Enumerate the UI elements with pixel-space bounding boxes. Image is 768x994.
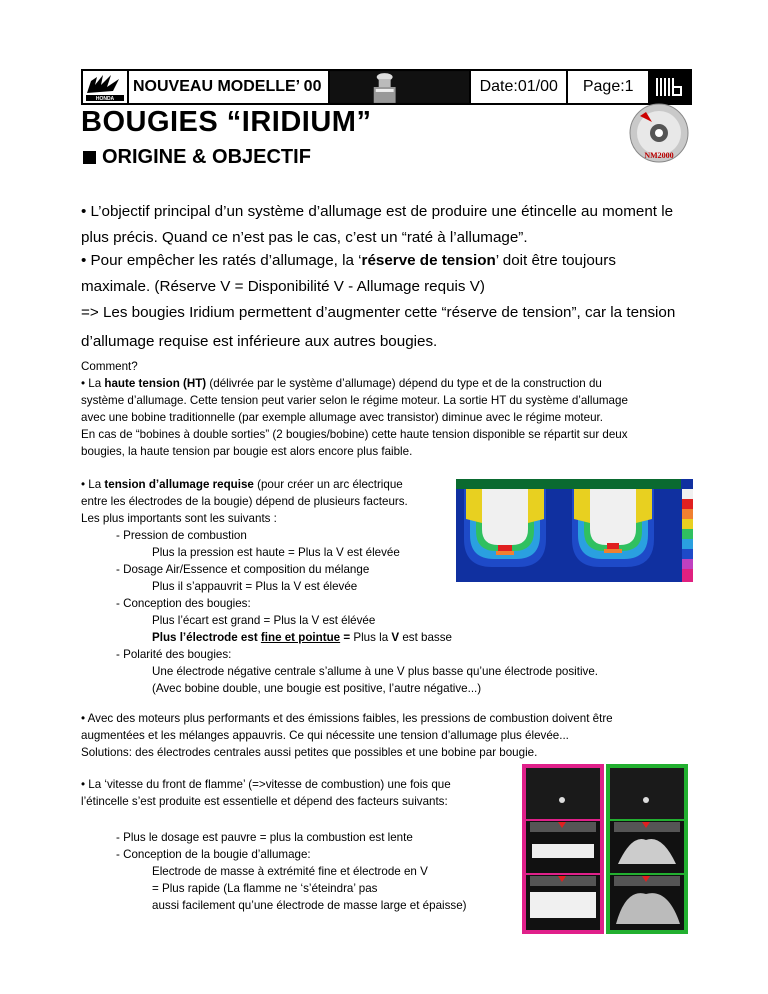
engines-line: Solutions: des électrodes centrales aussi petites que possibles et une bobine par bougie. [81, 746, 538, 759]
factor-item: - Conception des bougies: [116, 597, 251, 610]
flame-detail: Electrode de masse à extrémité fine et électrode en V [152, 865, 428, 878]
factor-detail: Une électrode négative centrale s’allume à une V plus basse qu’une électrode positive. [152, 665, 598, 678]
model-label: NOUVEAU MODELLE’ 00 [129, 71, 330, 103]
flame-paragraph [81, 776, 467, 914]
page-title: BOUGIES “IRIDIUM” [81, 106, 372, 138]
engines-line: • Avec des moteurs plus performants et des émissions faibles, les pressions de combustion doivent être [81, 712, 613, 725]
engines-line: augmentées et les mélanges appauvris. Ce qui nécessite une tension d’allumage plus élevée... [81, 729, 569, 742]
comment-line: système d’allumage. Cette tension peut varier selon le régime moteur. La sortie HT du système d’allumage [81, 394, 628, 407]
flame-line: l’étincelle s’est produite est essentielle et dépend des facteurs suivants: [81, 795, 448, 808]
section-heading [83, 146, 311, 169]
factor-detail: Plus il s’appauvrit = Plus la V est élevée [152, 580, 358, 593]
factor-item: - Polarité des bougies: [116, 648, 232, 661]
required-line: Les plus importants sont les suivants : [81, 512, 277, 525]
section-heading-text: ORIGINE & OBJECTIF [102, 146, 311, 168]
comment-line: avec une bobine traditionnelle (par exemple allumage avec transistor) diminue avec le régime moteur. [81, 411, 603, 424]
factor-item: - Dosage Air/Essence et composition du mélange [116, 563, 370, 576]
reserve-line: d’allumage requise est inférieure aux autres bougies. [81, 333, 438, 350]
comment-line: • La haute tension (HT) (délivrée par le système d’allumage) dépend du type et de la construction du [81, 377, 602, 390]
header-bar [81, 69, 692, 105]
flame-detail: = Plus rapide (La flamme ne ‘s’éteindra’ pas [152, 882, 378, 895]
brand-logo-icon [650, 71, 690, 103]
bullet-square-icon [83, 151, 96, 164]
factor-detail: (Avec bobine double, une bougie est positive, l’autre négative...) [152, 682, 482, 695]
comment-line: bougies, la haute tension par bougie est alors encore plus faible. [81, 445, 413, 458]
flame-factor: - Plus le dosage est pauvre = plus la combustion est lente [116, 831, 413, 844]
date-label: Date:01/00 [471, 71, 568, 103]
factor-detail: Plus l’écart est grand = Plus la V est élévée [152, 614, 376, 627]
svg-text:HONDA: HONDA [95, 96, 115, 102]
page-label: Page:1 [568, 71, 650, 103]
flame-line: • La ‘vitesse du front de flamme’ (=>vitesse de combustion) une fois que [81, 778, 451, 791]
engines-paragraph [81, 710, 613, 761]
intro-line: plus précis. Quand ce n’est pas le cas, c’est un “raté à l’allumage”. [81, 229, 528, 246]
factor-detail: Plus la pression est haute = Plus la V est élevée [152, 546, 400, 559]
required-line: entre les électrodes de la bougie) dépend de plusieurs facteurs. [81, 495, 408, 508]
factor-item: - Pression de combustion [116, 529, 247, 542]
flame-factor: - Conception de la bougie d’allumage: [116, 848, 311, 861]
reserve-line: => Les bougies Iridium permettent d’augmenter cette “réserve de tension”, car la tension [81, 304, 676, 321]
cd-logo-icon [628, 102, 690, 164]
comment-line: En cas de “bobines à double sorties” (2 bougies/bobine) cette haute tension disponible se répartit sur deux [81, 428, 628, 441]
factor-detail-bold: Plus l’électrode est fine et pointue = Plus la V est basse [152, 631, 452, 644]
intro-line: • L’objectif principal d’un système d’allumage est de produire une étincelle au moment le [81, 203, 674, 220]
spark-plug-image [330, 71, 471, 103]
required-line: • La tension d’allumage requise (pour créer un arc électrique [81, 478, 403, 491]
svg-text:NM2000: NM2000 [644, 151, 674, 160]
flame-detail: aussi facilement qu’une électrode de masse large et épaisse) [152, 899, 467, 912]
intro-paragraph [81, 200, 691, 353]
honda-logo-icon [83, 71, 129, 103]
comment-heading: Comment? [81, 360, 138, 373]
reserve-line: • Pour empêcher les ratés d’allumage, la ‘réserve de tension’ doit être toujours [81, 252, 616, 269]
flame-front-photos [522, 764, 688, 934]
electrode-field-simulation-image [456, 479, 693, 582]
comment-block [81, 358, 628, 460]
reserve-line: maximale. (Réserve V = Disponibilité V - Allumage requis V) [81, 278, 485, 295]
